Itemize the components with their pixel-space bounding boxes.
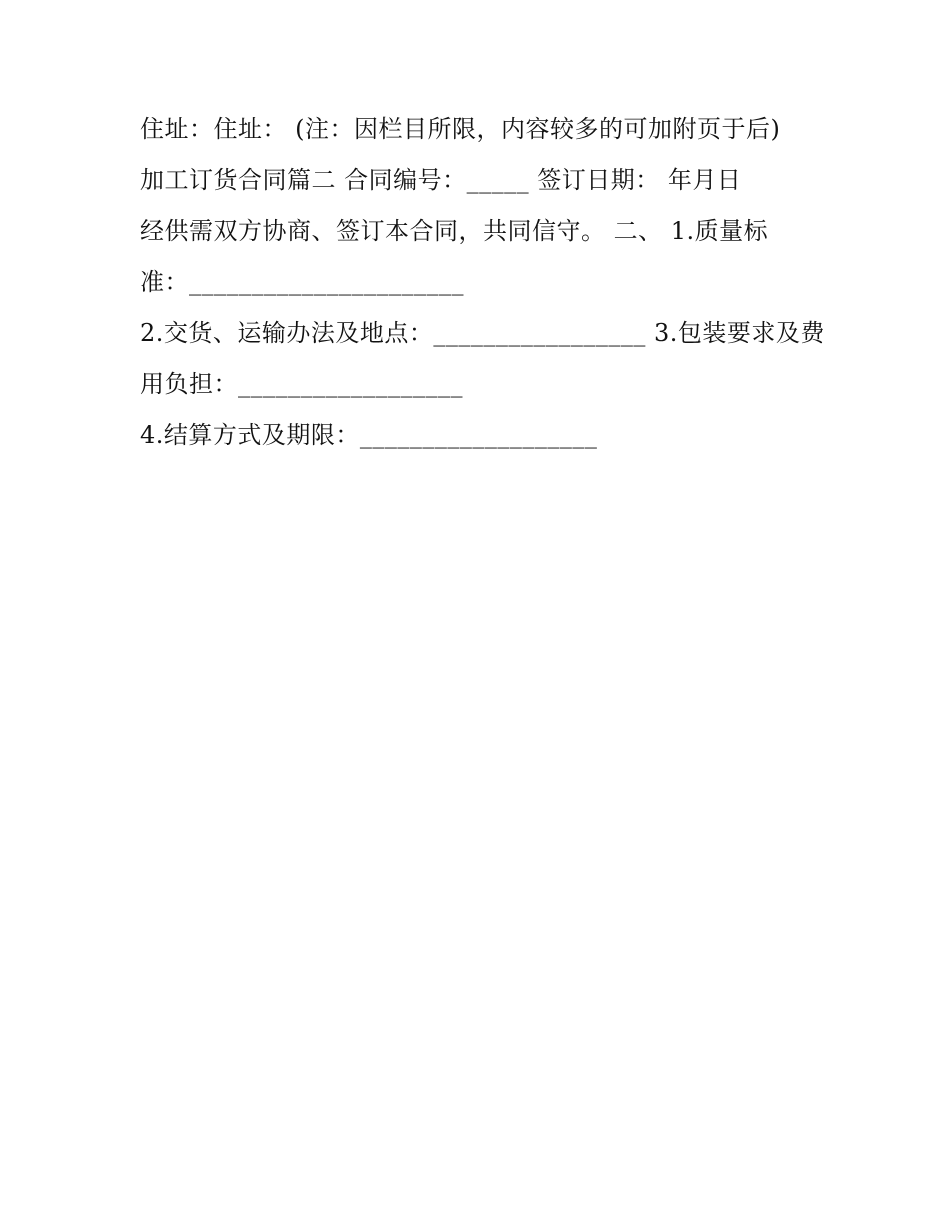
document-body [140, 106, 825, 463]
delivery-line: 2.交货、运输办法及地点：_________________ 3.包装要求及费 [140, 319, 825, 347]
settlement-line: 4.结算方式及期限：___________________ [140, 421, 598, 449]
address-line: 住址：住址： (注：因栏目所限，内容较多的可加附页于后) [140, 115, 781, 143]
contract-heading-line: 加工订货合同篇二 合同编号：_____ 签订日期： 年月日 [140, 166, 742, 194]
agreement-line: 经供需双方协商、签订本合同，共同信守。 二、 1.质量标 [140, 217, 769, 245]
packaging-cost-line: 用负担：__________________ [140, 370, 463, 398]
quality-standard-line: 准：______________________ [140, 268, 464, 296]
